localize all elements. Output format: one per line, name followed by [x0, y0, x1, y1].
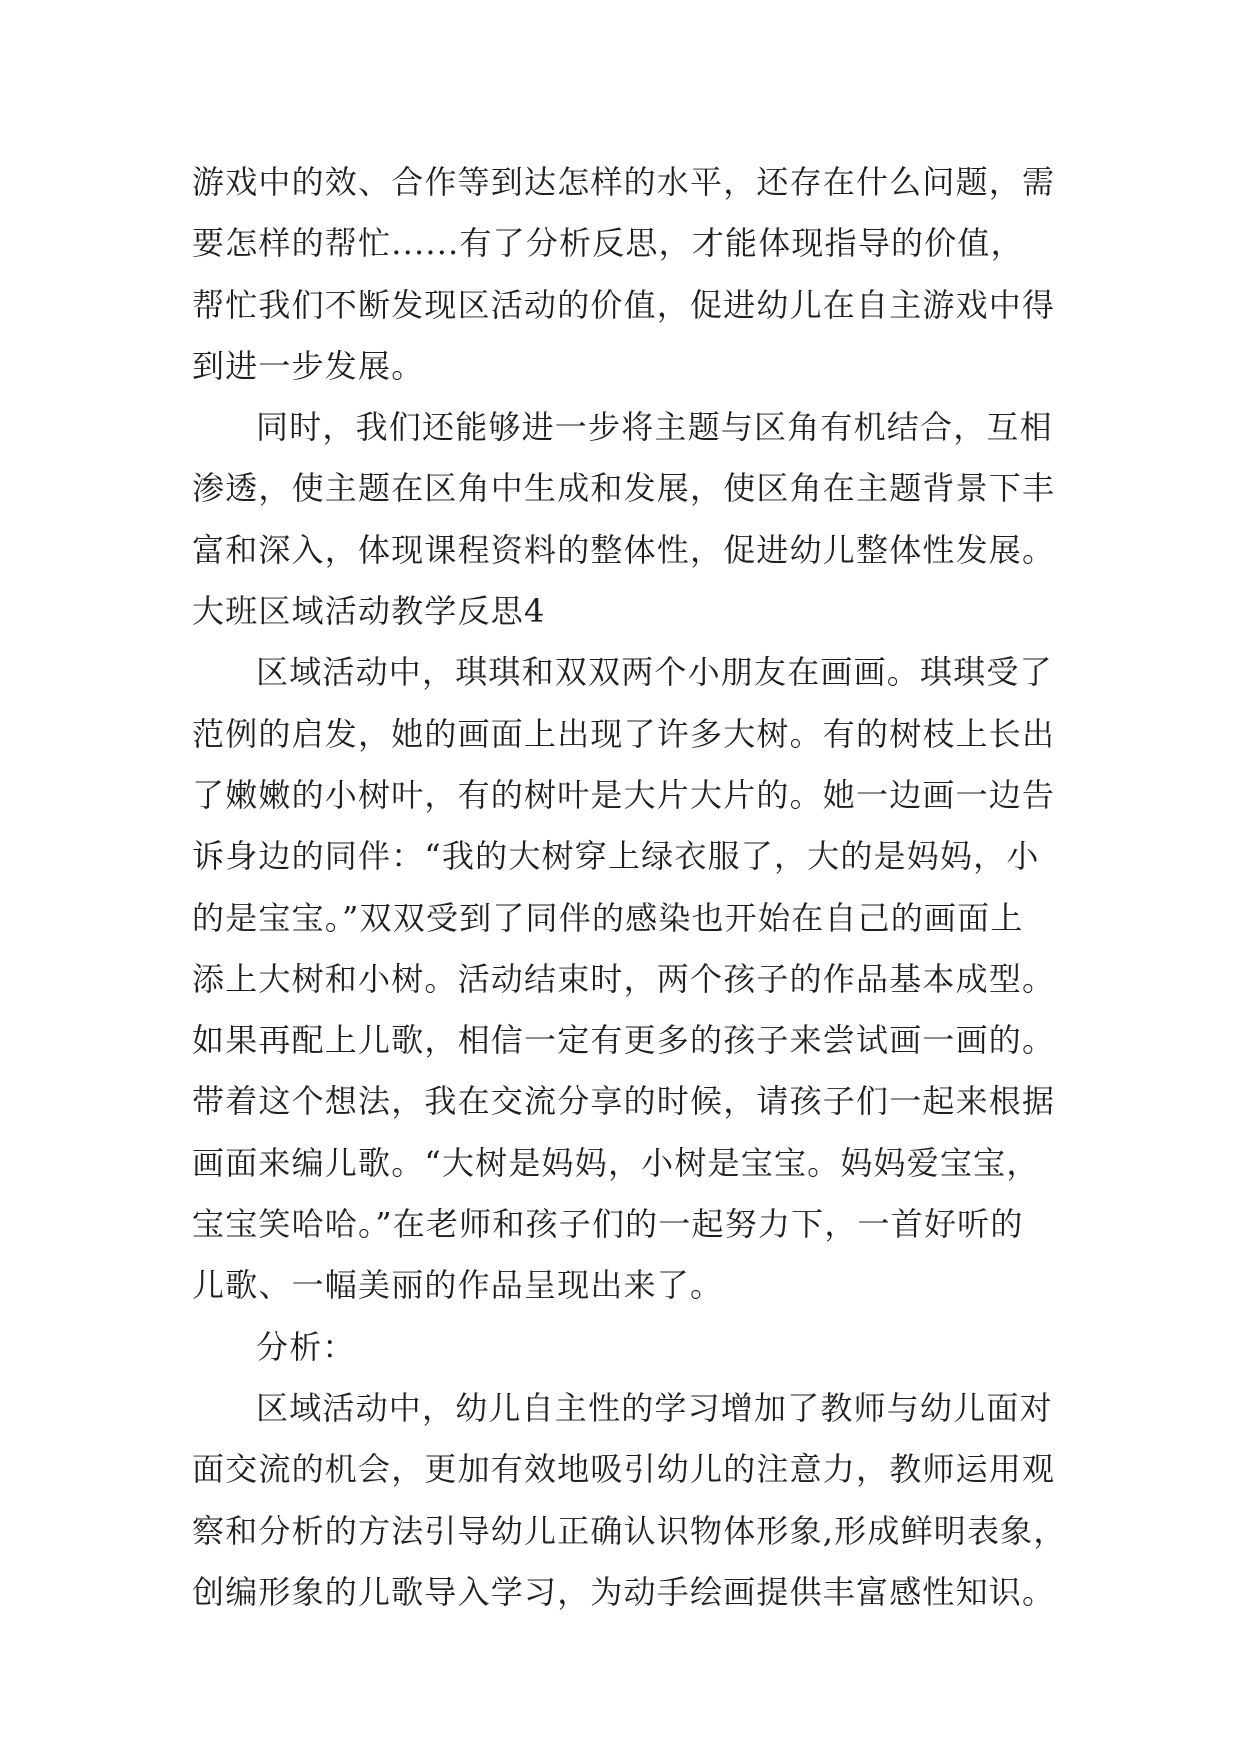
text-line: 带着这个想法，我在交流分享的时候，请孩子们一起来根据 — [192, 1082, 1056, 1121]
text-line: 富和深入，体现课程资料的整体性，促进幼儿整体性发展。 — [192, 530, 1056, 569]
text-line: 如果再配上儿歌，相信一定有更多的孩子来尝试画一画的。 — [192, 1021, 1056, 1060]
text-line: 儿歌、一幅美丽的作品呈现出来了。 — [192, 1266, 724, 1305]
paragraph-first-line: 区域活动中，琪琪和双双两个小朋友在画画。琪琪受了 — [256, 653, 1053, 692]
text-line: 创编形象的儿歌导入学习，为动手绘画提供丰富感性知识。 — [192, 1572, 1056, 1611]
text-line: 画面来编儿歌。“大树是妈妈，小树是宝宝。妈妈爱宝宝， — [192, 1143, 1040, 1182]
text-line: 游戏中的效、合作等到达怎样的水平，还存在什么问题，需 — [192, 163, 1056, 201]
document-body — [192, 152, 1072, 1623]
text-line: 范例的启发，她的画面上出现了许多大树。有的树枝上长出 — [192, 714, 1056, 753]
text-line: 渗透，使主题在区角中生成和发展，使区角在主题背景下丰 — [192, 469, 1056, 508]
text-line: 到进一步发展。 — [192, 346, 425, 385]
paragraph-first-line: 同时，我们还能够进一步将主题与区角有机结合，互相 — [256, 408, 1053, 447]
analysis-label: 分析： — [256, 1327, 356, 1366]
text-line: 宝宝笑哈哈。”在老师和孩子们的一起努力下，一首好听的 — [192, 1205, 1024, 1244]
text-line: 帮忙我们不断发现区活动的价值，促进幼儿在自主游戏中得 — [192, 285, 1056, 324]
text-line: 察和分析的方法引导幼儿正确认识物体形象,形成鲜明表象， — [192, 1511, 1067, 1550]
text-line: 要怎样的帮忙......有了分析反思，才能体现指导的价值， — [192, 224, 1024, 263]
text-line: 面交流的机会，更加有效地吸引幼儿的注意力，教师运用观 — [192, 1450, 1056, 1489]
text-line: 添上大树和小树。活动结束时，两个孩子的作品基本成型。 — [192, 959, 1056, 998]
text-line: 诉身边的同伴：“我的大树穿上绿衣服了，大的是妈妈，小 — [192, 837, 1040, 876]
text-line: 了嫩嫩的小树叶，有的树叶是大片大片的。她一边画一边告 — [192, 775, 1056, 814]
text-line: 的是宝宝。”双双受到了同伴的感染也开始在自己的画面上 — [192, 898, 1024, 937]
section-heading: 大班区域活动教学反思4 — [192, 592, 546, 631]
paragraph-first-line: 区域活动中，幼儿自主性的学习增加了教师与幼儿面对 — [256, 1388, 1053, 1427]
